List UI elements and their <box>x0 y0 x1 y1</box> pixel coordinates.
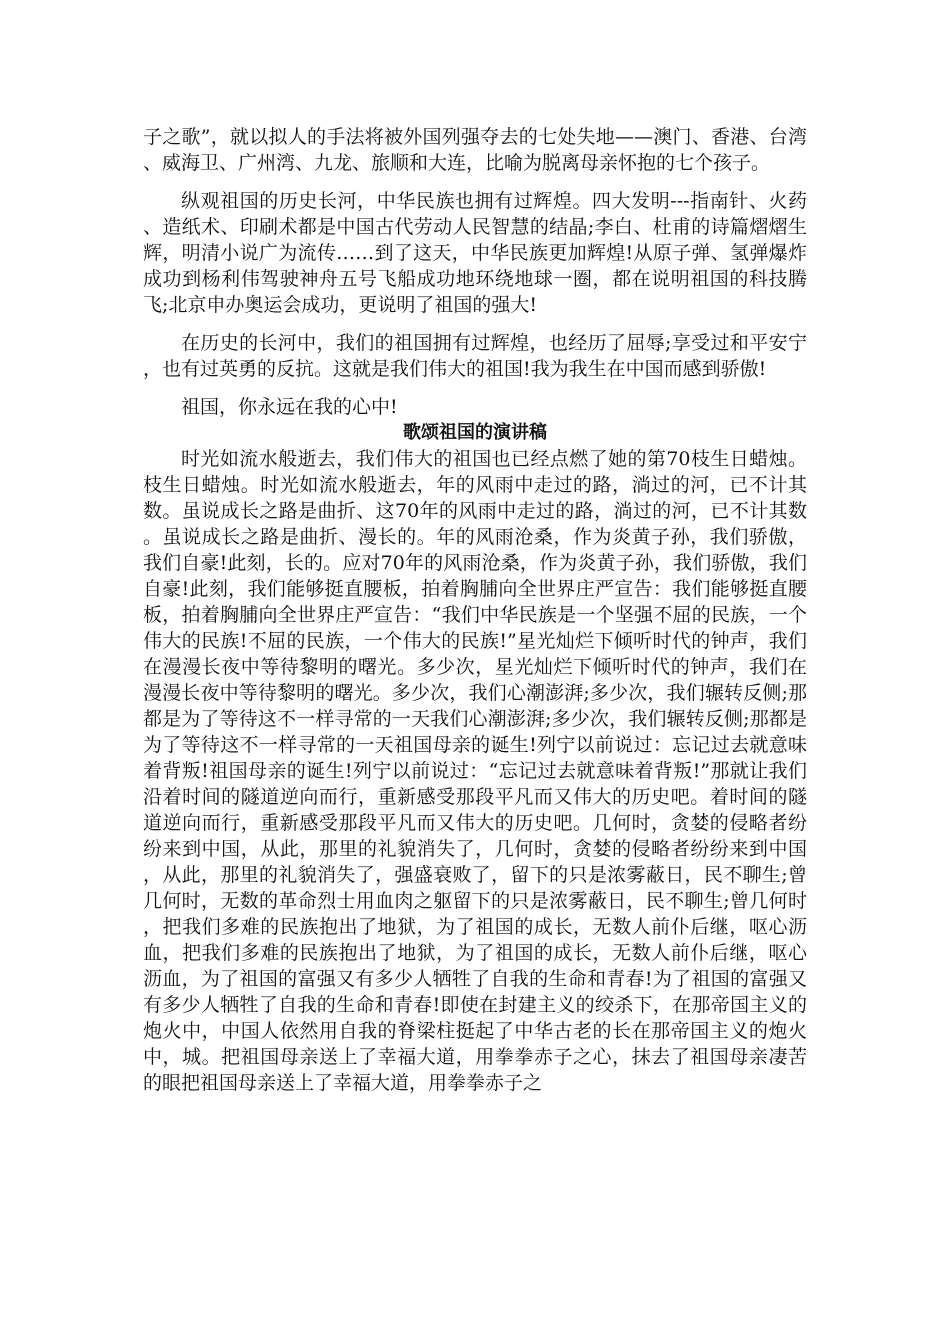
paragraph-continuation: 子之歌”，就以拟人的手法将被外国列强夺去的七处失地——澳门、香港、台湾、威海卫、广州湾、九龙、旅顺和大连，比喻为脱离母亲怀抱的七个孩子。 <box>143 126 807 174</box>
paragraph-speech-body: 时光如流水般逝去，我们伟大的祖国也已经点燃了她的第70枝生日蜡烛。枝生日蜡烛。时光如流水般逝去，年的风雨中走过的路，淌过的河，已不计其数。虽说成长之路是曲折、这70年的风雨中走过的路，淌过的河，已不计其数。虽说成长之路是曲折、漫长的。年的风雨沧桑，作为炎黄子孙，我们骄傲，我们自豪!此刻，长的。应对70年的风雨沧桑，作为炎黄子孙，我们骄傲，我们自豪!此刻，我们能够挺直腰板，拍着胸脯向全世界庄严宣告：我们能够挺直腰板，拍着胸脯向全世界庄严宣告：“我们中华民族是一个坚强不屈的民族，一个伟大的民族!不屈的民族，一个伟大的民族!”星光灿烂下倾听时代的钟声，我们在漫漫长夜中等待黎明的曙光。多少次，星光灿烂下倾听时代的钟声，我们在漫漫长夜中等待黎明的曙光。多少次，我们心潮澎湃;多少次，我们辗转反侧;那都是为了等待这不一样寻常的一天我们心潮澎湃;多少次，我们辗转反侧;那都是为了等待这不一样寻常的一天祖国母亲的诞生!列宁以前说过：忘记过去就意味着背叛!祖国母亲的诞生!列宁以前说过：“忘记过去就意味着背叛!”那就让我们沿着时间的隧道逆向而行，重新感受那段平凡而又伟大的历史吧。着时间的隧道逆向而行，重新感受那段平凡而又伟大的历史吧。几何时，贪婪的侵略者纷纷来到中国，从此，那里的礼貌消失了，几何时，贪婪的侵略者纷纷来到中国，从此，那里的礼貌消失了，强盛衰败了，留下的只是浓雾蔽日，民不聊生;曾几何时，无数的革命烈士用血肉之躯留下的只是浓雾蔽日，民不聊生;曾几何时，把我们多难的民族抱出了地狱，为了祖国的成长，无数人前仆后继，呕心沥血，把我们多难的民族抱出了地狱，为了祖国的成长，无数人前仆后继，呕心沥血，为了祖国的富强又有多少人牺牲了自我的生命和青春!为了祖国的富强又有多少人牺牲了自我的生命和青春!即使在封建主义的绞杀下，在那帝国主义的炮火中，中国人依然用自我的脊梁柱挺起了中华古老的长在那帝国主义的炮火中，城。把祖国母亲送上了幸福大道，用拳拳赤子之心，抹去了祖国母亲凄苦的眼把祖国母亲送上了幸福大道，用拳拳赤子之 <box>143 448 807 1094</box>
paragraph-pride: 在历史的长河中，我们的祖国拥有过辉煌，也经历了屈辱;享受过和平安宁，也有过英勇的反抗。这就是我们伟大的祖国!我为我生在中国而感到骄傲! <box>143 332 807 380</box>
document-page <box>143 124 807 1096</box>
section-title: 歌颂祖国的演讲稿 <box>403 422 547 443</box>
paragraph-closing: 祖国，你永远在我的心中! <box>181 396 398 418</box>
paragraph-history: 纵观祖国的历史长河，中华民族也拥有过辉煌。四大发明---指南针、火药、造纸术、印刷术都是中国古代劳动人民智慧的结晶;李白、杜甫的诗篇熠熠生辉，明清小说广为流传……到了这天，中华民族更加辉煌!从原子弹、氢弹爆炸成功到杨利伟驾驶神舟五号飞船成功地环绕地球一圈，都在说明祖国的科技腾飞;北京申办奥运会成功，更说明了祖国的强大! <box>143 190 807 316</box>
